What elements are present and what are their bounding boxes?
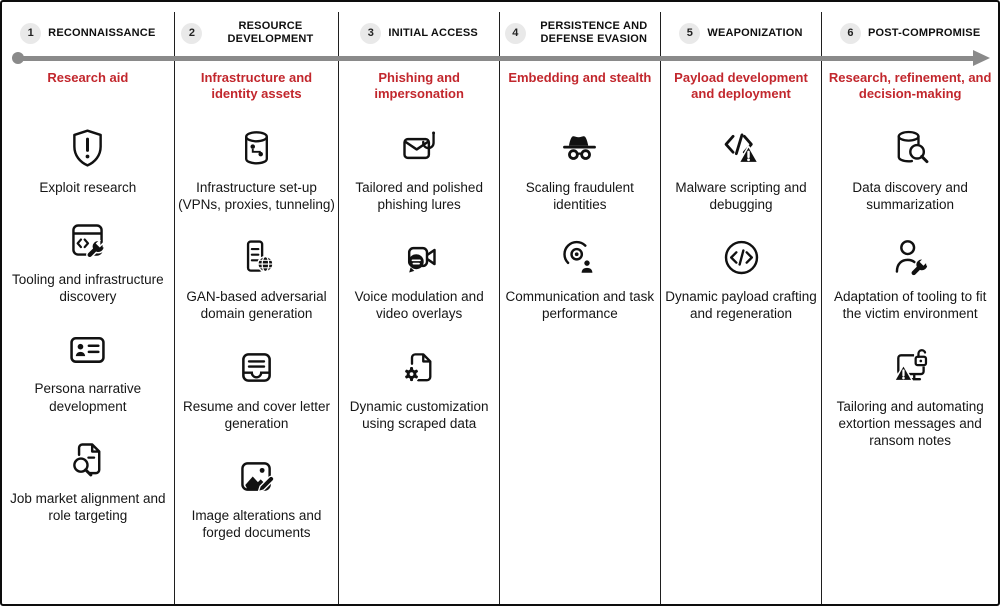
columns xyxy=(2,12,998,604)
broadcast-person-icon xyxy=(557,235,602,280)
stage-number-badge: 5 xyxy=(679,23,700,44)
stage-column-4 xyxy=(500,12,661,604)
video-chat-icon xyxy=(397,235,442,280)
stage-number-badge: 6 xyxy=(840,23,861,44)
capability-label: Job market alignment and role targeting xyxy=(10,490,166,523)
capability-item xyxy=(175,454,339,541)
capability-label: Resume and cover letter generation xyxy=(182,398,331,431)
capability-label: Infrastructure set-up (VPNs, proxies, tunneling) xyxy=(178,180,335,213)
capability-item xyxy=(175,126,339,213)
capability-label: Dynamic customization using scraped data xyxy=(349,398,489,431)
capability-label: Image alterations and forged documents xyxy=(191,507,322,540)
capability-label: Exploit research xyxy=(39,180,137,195)
stage-column-2 xyxy=(175,12,340,604)
stage-number-badge: 1 xyxy=(20,23,41,44)
stage-subtitle: Infrastructure and identity assets xyxy=(200,70,313,102)
shield-exclamation-icon xyxy=(65,126,110,171)
stage-title: POST-COMPROMISE xyxy=(867,26,981,39)
capability-item xyxy=(339,126,499,213)
stage-header xyxy=(358,12,480,54)
capability-item xyxy=(661,126,822,213)
capability-label: Tailored and polished phishing lures xyxy=(355,180,483,213)
stage-column-6 xyxy=(822,12,998,604)
capability-item xyxy=(175,235,339,322)
image-edit-icon xyxy=(234,454,279,499)
window-code-wrench-icon xyxy=(65,218,110,263)
capability-item xyxy=(2,218,174,305)
stage-subtitle: Research aid xyxy=(47,70,129,85)
capability-label: Data discovery and summarization xyxy=(852,180,968,213)
capability-label: Tailoring and automating extortion messages and ransom notes xyxy=(836,398,984,448)
stage-header xyxy=(179,12,333,54)
capability-item xyxy=(36,126,139,196)
stage-subtitle: Research, refinement, and decision-making xyxy=(828,70,992,102)
capability-label: Dynamic payload crafting and regeneration xyxy=(665,289,817,322)
capability-item xyxy=(661,235,822,322)
stage-title: RESOURCE DEVELOPMENT xyxy=(227,20,314,45)
capability-item xyxy=(2,327,174,414)
capability-item xyxy=(822,235,998,322)
stage-subtitle: Embedding and stealth xyxy=(508,70,652,85)
document-search-icon xyxy=(65,437,110,482)
capability-item xyxy=(822,126,998,213)
mail-inbox-icon xyxy=(234,345,279,390)
capability-item xyxy=(2,437,174,524)
person-wrench-icon xyxy=(888,235,933,280)
stage-header xyxy=(838,12,982,54)
capability-item xyxy=(500,126,660,213)
capability-label: Communication and task performance xyxy=(505,289,655,322)
capability-item xyxy=(822,345,998,449)
server-globe-icon xyxy=(234,235,279,280)
capability-label: Tooling and infrastructure discovery xyxy=(12,272,164,305)
capability-label: GAN-based adversarial domain generation xyxy=(186,289,327,322)
stage-header xyxy=(677,12,804,54)
capability-label: Adaptation of tooling to fit the victim environment xyxy=(833,289,987,322)
code-warning-icon xyxy=(719,126,764,171)
stage-column-5 xyxy=(661,12,823,604)
capability-label: Voice modulation and video overlays xyxy=(354,289,484,322)
stage-title: RECONNAISSANCE xyxy=(48,26,156,39)
capability-label: Scaling fraudulent identities xyxy=(525,180,634,213)
capability-item xyxy=(339,345,499,432)
stage-title: PERSISTENCE AND DEFENSE EVASION xyxy=(540,20,648,45)
contact-card-icon xyxy=(65,327,110,372)
capability-item xyxy=(500,235,660,322)
stage-subtitle: Payload development and deployment xyxy=(674,70,808,102)
stage-subtitle: Phishing and impersonation xyxy=(374,70,464,102)
capability-item xyxy=(175,345,339,432)
capability-item xyxy=(339,235,499,322)
document-gear-icon xyxy=(397,345,442,390)
stage-title: WEAPONIZATION xyxy=(707,26,803,39)
monitor-warning-unlock-icon xyxy=(888,345,933,390)
stage-number-badge: 2 xyxy=(181,23,202,44)
code-circle-icon xyxy=(719,235,764,280)
stage-column-3 xyxy=(339,12,500,604)
incognito-icon xyxy=(557,126,602,171)
mail-fishhook-icon xyxy=(397,126,442,171)
stage-number-badge: 3 xyxy=(360,23,381,44)
database-network-icon xyxy=(234,126,279,171)
stage-header xyxy=(503,12,657,54)
capability-label: Malware scripting and debugging xyxy=(675,180,807,213)
capability-label: Persona narrative development xyxy=(34,381,142,414)
stage-number-badge: 4 xyxy=(505,23,526,44)
stage-column-1 xyxy=(2,12,175,604)
database-search-icon xyxy=(888,126,933,171)
stage-header xyxy=(18,12,157,54)
stage-title: INITIAL ACCESS xyxy=(388,26,478,39)
